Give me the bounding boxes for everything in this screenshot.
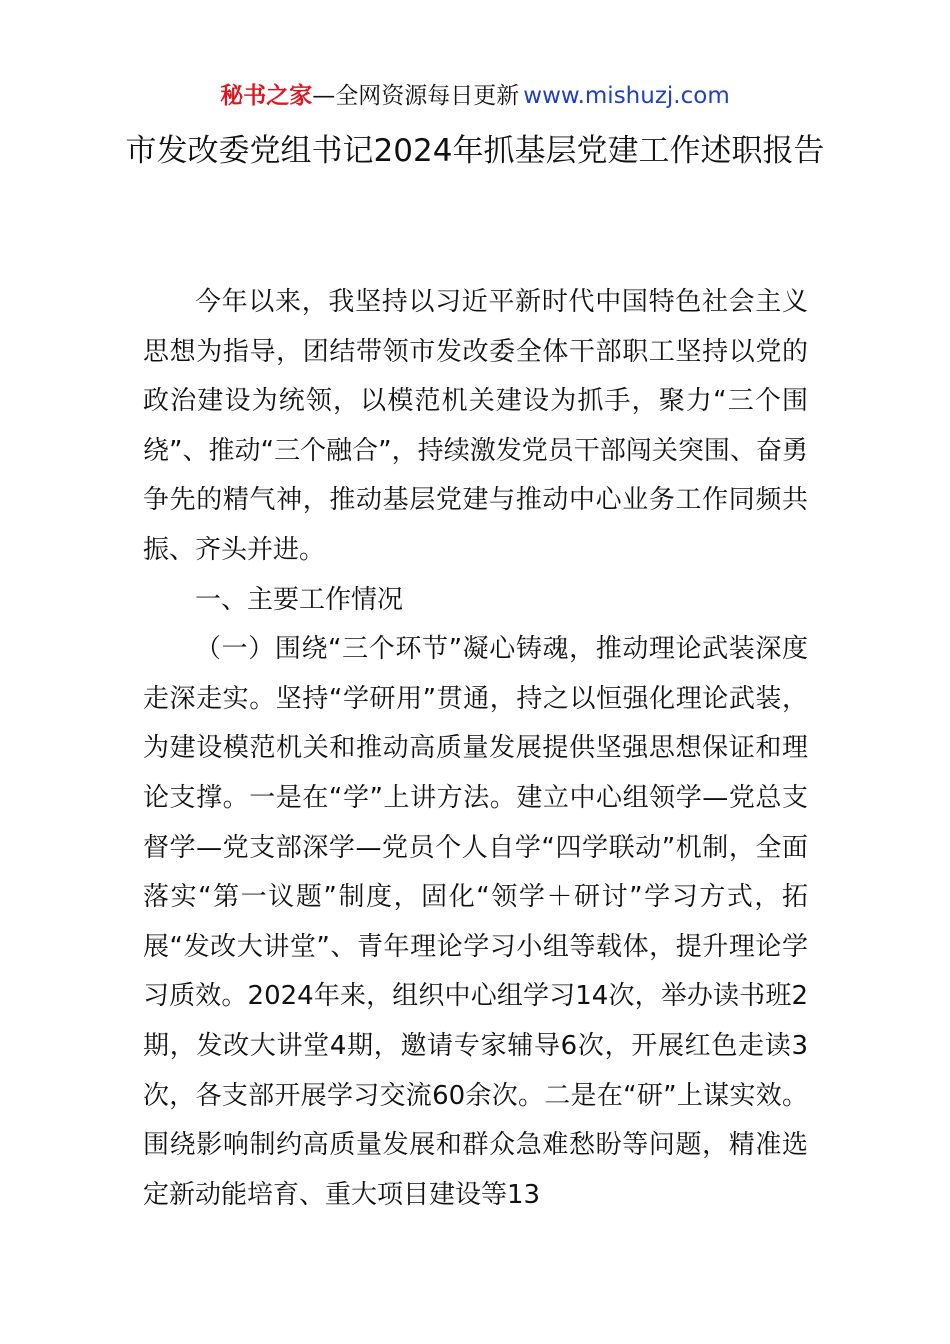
document-title: 市发改委党组书记2024年抓基层党建工作述职报告 xyxy=(125,133,825,169)
intro-paragraph: 今年以来，我坚持以习近平新时代中国特色社会主义思想为指导，团结带领市发改委全体干部职工坚持以党的政治建设为统领，以模范机关建设为抓手，聚力“三个围绕”、推动“三个融合”，持续激发党员干部闯关突围、奋勇争先的精气神，推动基层党建与推动中心业务工作同频共振、齐头并进。 xyxy=(143,287,808,565)
section-heading: 一、主要工作情况 xyxy=(195,584,404,615)
site-url-link[interactable]: www.mishuzj.com xyxy=(523,83,730,109)
site-header xyxy=(0,80,950,112)
document-body xyxy=(143,278,808,1220)
header-tagline: —全网资源每日更新 xyxy=(312,83,520,109)
body-paragraph: （一）围绕“三个环节”凝心铸魂，推动理论武装深度走深走实。坚持“学研用”贯通，持之以恒强化理论武装，为建设模范机关和推动高质量发展提供坚强思想保证和理论支撑。一是在“学”上讲方法。建立中心组领学—党总支督学—党支部深学—党员个人自学“四学联动”机制，全面落实“第一议题”制度，固化“领学＋研讨”学习方式，拓展“发改大讲堂”、青年理论学习小组等载体，提升理论学习质效。2024年来，组织中心组学习14次，举办读书班2期，发改大讲堂4期，邀请专家辅导6次，开展红色走读3次，各支部开展学习交流60余次。二是在“研”上谋实效。围绕影响制约高质量发展和群众急难愁盼等问题，精准选定新动能培育、重大项目建设等13 xyxy=(143,634,808,1210)
brand-name: 秘书之家 xyxy=(220,83,313,109)
